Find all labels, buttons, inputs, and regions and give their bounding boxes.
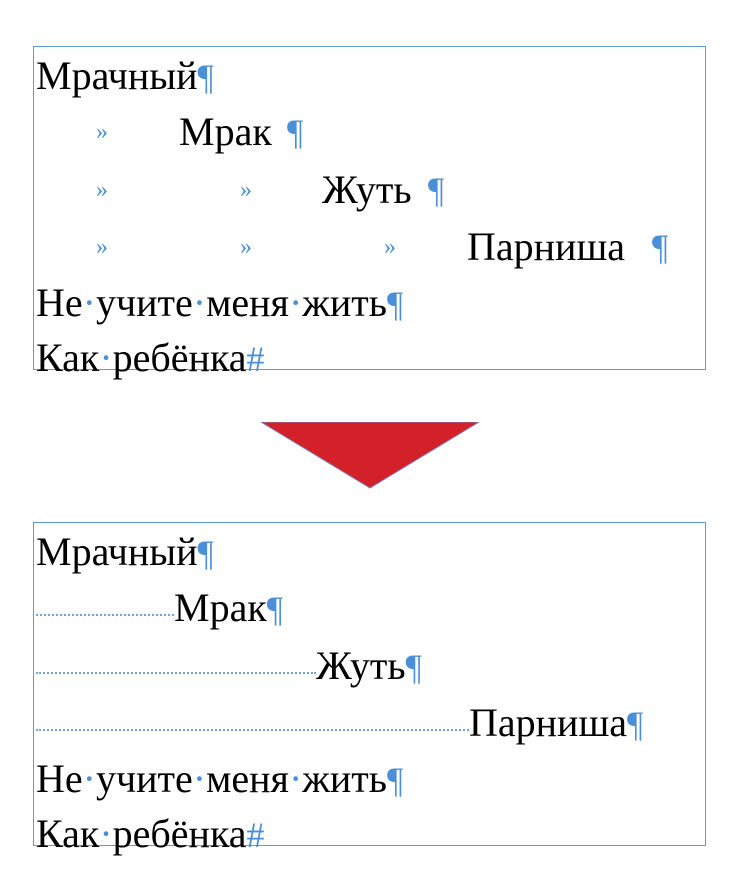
space-mark: · bbox=[288, 280, 303, 325]
tab-mark: » bbox=[96, 119, 108, 145]
tab-mark: » bbox=[240, 234, 252, 260]
tab-mark: » bbox=[96, 177, 108, 203]
tab-mark: » bbox=[96, 234, 108, 260]
end-of-story-mark: # bbox=[246, 339, 265, 379]
line-ne-uchite: Не·учите·меня·жить¶ bbox=[36, 756, 404, 801]
line-parnisha: Парниша¶ bbox=[36, 694, 643, 752]
space-mark: · bbox=[82, 280, 96, 325]
pilcrow-mark: ¶ bbox=[652, 227, 669, 267]
pilcrow-mark: ¶ bbox=[197, 533, 214, 573]
line-mrachny: Мрачный¶ bbox=[36, 53, 214, 98]
space-leader bbox=[36, 729, 469, 731]
line-mrak: » Мрак ¶ bbox=[34, 103, 674, 161]
pilcrow-mark: ¶ bbox=[428, 170, 445, 210]
line-mrachny: Мрачный¶ bbox=[36, 529, 214, 574]
line-zhut: Жуть¶ bbox=[36, 637, 422, 695]
end-of-story-mark: # bbox=[246, 815, 265, 855]
pilcrow-mark: ¶ bbox=[387, 284, 404, 324]
pilcrow-mark: ¶ bbox=[266, 589, 284, 629]
space-mark: · bbox=[288, 756, 303, 801]
line-ne-uchite: Не·учите·меня·жить¶ bbox=[36, 280, 404, 325]
line-mrak: Мрак¶ bbox=[36, 579, 283, 637]
pilcrow-mark: ¶ bbox=[405, 647, 422, 687]
space-leader bbox=[36, 614, 174, 616]
space-mark: · bbox=[82, 756, 96, 801]
space-mark: · bbox=[99, 335, 113, 380]
line-parnisha: » » » Парниша ¶ bbox=[34, 218, 694, 276]
pilcrow-mark: ¶ bbox=[197, 57, 214, 97]
space-leader bbox=[36, 672, 316, 674]
pilcrow-mark: ¶ bbox=[287, 112, 304, 152]
down-triangle-icon bbox=[261, 422, 479, 495]
pilcrow-mark: ¶ bbox=[627, 704, 644, 744]
tab-mark: » bbox=[384, 234, 396, 260]
space-mark: · bbox=[192, 756, 207, 801]
space-mark: · bbox=[99, 811, 113, 856]
tab-mark: » bbox=[240, 177, 252, 203]
space-mark: · bbox=[192, 280, 207, 325]
pilcrow-mark: ¶ bbox=[387, 760, 404, 800]
text-frame-before[interactable] bbox=[33, 46, 706, 380]
line-kak-rebenka: Как·ребёнка# bbox=[36, 335, 265, 380]
line-zhut: » » Жуть ¶ bbox=[34, 161, 674, 219]
line-kak-rebenka: Как·ребёнка# bbox=[36, 811, 265, 856]
text-frame-after[interactable] bbox=[33, 522, 706, 856]
